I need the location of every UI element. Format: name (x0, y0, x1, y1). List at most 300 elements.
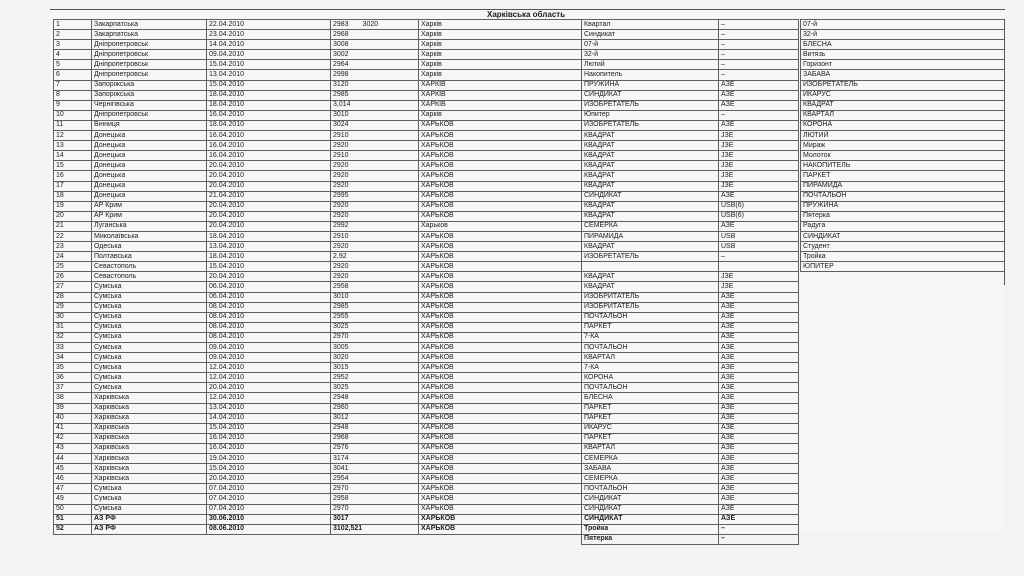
table-row (54, 282, 799, 292)
cell-region: Сумська (92, 373, 207, 383)
cell-date: 22.04.2010 (207, 20, 331, 30)
cell-date: 15.04.2010 (207, 60, 331, 70)
side-list-item: ИКАРУС (801, 90, 1005, 100)
cell-n: 45 (54, 464, 92, 474)
table-row (54, 494, 799, 504)
cell-name: ИЗОБРИТАТЕЛЬ (582, 302, 719, 312)
side-list-item: ПОЧТАЛЬОН (801, 191, 1005, 201)
side-list-item: КВАРТАЛ (801, 110, 1005, 120)
cell-region: Дніпропетровськ (92, 110, 207, 120)
cell-type: – (719, 40, 799, 50)
cell-code: 2920 (331, 171, 419, 181)
table-row (54, 464, 799, 474)
cell-type: АЗЕ (719, 484, 799, 494)
cell-type: – (719, 110, 799, 120)
cell-code: 3025 (331, 383, 419, 393)
cell-code: 2920 (331, 211, 419, 221)
cell-date: 20.04.2010 (207, 171, 331, 181)
cell-city: ХАРЬКОВ (419, 343, 582, 353)
cell-code: 2954 (331, 474, 419, 484)
cell-type: ЈЗЕ (719, 181, 799, 191)
table-row (54, 30, 799, 40)
cell-city: ХАРЬКОВ (419, 171, 582, 181)
table-row (54, 161, 799, 171)
cell-city: ХАРЬКОВ (419, 292, 582, 302)
cell-city: ХАРЬКОВ (419, 353, 582, 363)
cell-code: 2976 (331, 443, 419, 453)
side-list-item: КОРОНА (801, 120, 1005, 130)
cell-city: ХАРЬКОВ (419, 282, 582, 292)
cell-code: 2985 (331, 302, 419, 312)
cell-date: 08.04.2010 (207, 312, 331, 322)
cell-city: ХАРЬКОВ (419, 514, 582, 524)
table-row (54, 443, 799, 453)
cell-name: СИНДИКАТ (582, 90, 719, 100)
cell-city: Харків (419, 30, 582, 40)
cell-name: ПОЧТАЛЬОН (582, 343, 719, 353)
side-list-item: ПАРКЕТ (801, 171, 1005, 181)
cell-type: USB(6) (719, 211, 799, 221)
cell-date: 12.04.2010 (207, 373, 331, 383)
cell-n: 43 (54, 443, 92, 453)
table-row (54, 413, 799, 423)
cell-name: СЕМЕРКА (582, 474, 719, 484)
cell-name: КВАДРАТ (582, 141, 719, 151)
cell-city: ХАРЬКОВ (419, 373, 582, 383)
cell-n: 40 (54, 413, 92, 423)
cell-date: 20.04.2010 (207, 181, 331, 191)
cell-type: АЗЕ (719, 292, 799, 302)
side-list-row (801, 221, 1005, 231)
cell-date: 06.04.2010 (207, 282, 331, 292)
cell-name: ПОЧТАЛЬОН (582, 383, 719, 393)
cell-code (331, 20, 419, 30)
cell-name: 7-КА (582, 332, 719, 342)
cell-date: 16.04.2010 (207, 131, 331, 141)
cell-n: 15 (54, 161, 92, 171)
cell-code: 2910 (331, 131, 419, 141)
cell-n: 25 (54, 262, 92, 272)
cell-region: Донецька (92, 151, 207, 161)
cell-date: 09.04.2010 (207, 50, 331, 60)
cell-city: ХАРЬКОВ (419, 423, 582, 433)
cell-n: 26 (54, 272, 92, 282)
cell-type: ЈЗЕ (719, 131, 799, 141)
cell-n: 50 (54, 504, 92, 514)
cell-type: АЗЕ (719, 403, 799, 413)
cell-code: 2920 (331, 262, 419, 272)
cell-date: 20.04.2010 (207, 383, 331, 393)
table-row (54, 90, 799, 100)
cell-code: 2920 (331, 201, 419, 211)
table-row (54, 120, 799, 130)
cell-code-primary: 2983 (333, 20, 349, 28)
cell-type: АЗЕ (719, 504, 799, 514)
table-row (54, 423, 799, 433)
table-row (54, 141, 799, 151)
cell-region: Харківська (92, 443, 207, 453)
table-row (54, 40, 799, 50)
cell-date: 18.04.2010 (207, 90, 331, 100)
cell-n: 3 (54, 40, 92, 50)
cell-region: Сумська (92, 484, 207, 494)
cell-city: ХАРКІВ (419, 90, 582, 100)
cell-code: 3010 (331, 110, 419, 120)
cell-name: КВАДРАТ (582, 242, 719, 252)
cell-region: Донецька (92, 141, 207, 151)
side-list-row (801, 231, 1005, 241)
cell-name: 07-й (582, 40, 719, 50)
table-row (54, 242, 799, 252)
cell-region: Запоріжська (92, 90, 207, 100)
cell-region: Сумська (92, 292, 207, 302)
cell-region: Одеська (92, 242, 207, 252)
cell-type: АЗЕ (719, 221, 799, 231)
side-list-item: ЮПИТЕР (801, 262, 1005, 272)
cell-region: Сумська (92, 504, 207, 514)
cell-type: АЗЕ (719, 332, 799, 342)
cell-n: 11 (54, 120, 92, 130)
cell-code: 3120 (331, 80, 419, 90)
cell-name: КВАДРАТ (582, 161, 719, 171)
cell-date: 14.04.2010 (207, 40, 331, 50)
cell-region: Сумська (92, 363, 207, 373)
cell-city: ХАРЬКОВ (419, 191, 582, 201)
cell-region: Сумська (92, 494, 207, 504)
cell-region: АР Крим (92, 211, 207, 221)
table-row (54, 151, 799, 161)
cell-date: 19.04.2010 (207, 454, 331, 464)
cell-name: ИКАРУС (582, 423, 719, 433)
cell-city: ХАРЬКОВ (419, 403, 582, 413)
cell-code: 2920 (331, 181, 419, 191)
side-list-row (801, 171, 1005, 181)
cell-type: АЗЕ (719, 464, 799, 474)
table-row (54, 221, 799, 231)
cell-code: 3174 (331, 454, 419, 464)
cell-date: 16.04.2010 (207, 110, 331, 120)
table-row (54, 433, 799, 443)
cell-code: 3017 (331, 514, 419, 524)
cell-city: ХАРЬКОВ (419, 443, 582, 453)
cell-name: ПИРАМИДА (582, 231, 719, 241)
table-row (54, 110, 799, 120)
cell-city: ХАРЬКОВ (419, 161, 582, 171)
cell-type: – (719, 60, 799, 70)
cell-code: 2952 (331, 373, 419, 383)
cell-type: АЗЕ (719, 423, 799, 433)
cell-n: 4 (54, 50, 92, 60)
cell-name: Накопитель (582, 70, 719, 80)
cell-type: АЗЕ (719, 443, 799, 453)
cell-name: КВАДРАТ (582, 171, 719, 181)
cell-city: ХАРЬКОВ (419, 252, 582, 262)
cell-region: Сумська (92, 332, 207, 342)
cell-n: 37 (54, 383, 92, 393)
cell-city: ХАРЬКОВ (419, 120, 582, 130)
cell-type (719, 262, 799, 272)
table-row (54, 171, 799, 181)
cell-region: Дніпропетровськ (92, 40, 207, 50)
cell-city: ХАРЬКОВ (419, 131, 582, 141)
table-row (54, 292, 799, 302)
table-row (54, 272, 799, 282)
cell-city: ХАРЬКОВ (419, 464, 582, 474)
main-table (53, 19, 799, 545)
table-row (54, 201, 799, 211)
cell-date: 08.04.2010 (207, 302, 331, 312)
cell-type: USB (719, 231, 799, 241)
cell-region: Закарпатська (92, 20, 207, 30)
cell-name: 7-КА (582, 363, 719, 373)
cell-region: Сумська (92, 343, 207, 353)
cell-n: 28 (54, 292, 92, 302)
cell-n: 52 (54, 524, 92, 534)
cell-type: АЗЕ (719, 120, 799, 130)
side-list-row (801, 252, 1005, 262)
side-list-row (801, 50, 1005, 60)
cell-n: 23 (54, 242, 92, 252)
cell-code: 2910 (331, 151, 419, 161)
cell-type: АЗЕ (719, 413, 799, 423)
table-row (54, 484, 799, 494)
cell-region: Чернігівська (92, 100, 207, 110)
cell-city: ХАРЬКОВ (419, 363, 582, 373)
side-list-item: НАКОПИТЕЛЬ (801, 161, 1005, 171)
cell-type: АЗЕ (719, 514, 799, 524)
table-row (54, 70, 799, 80)
side-list-row (801, 141, 1005, 151)
cell-region: Дніпропетровськ (92, 50, 207, 60)
side-list-row (801, 211, 1005, 221)
cell-region: Харківська (92, 393, 207, 403)
cell-code: 2970 (331, 504, 419, 514)
side-list-row (801, 20, 1005, 30)
cell-type: АЗЕ (719, 383, 799, 393)
cell-date: 15.04.2010 (207, 80, 331, 90)
cell-n: 29 (54, 302, 92, 312)
cell-type: АЗЕ (719, 343, 799, 353)
cell-region: Донецька (92, 191, 207, 201)
cell-region: Севастополь (92, 262, 207, 272)
table-row (54, 343, 799, 353)
side-list-item: Радуга (801, 221, 1005, 231)
cell-region: Харківська (92, 433, 207, 443)
cell-type: АЗЕ (719, 433, 799, 443)
cell-n: 39 (54, 403, 92, 413)
cell-n: 38 (54, 393, 92, 403)
cell-name: КОРОНА (582, 373, 719, 383)
table-row (54, 524, 799, 534)
cell-name: КВАДРАТ (582, 272, 719, 282)
cell-city: ХАРЬКОВ (419, 201, 582, 211)
cell-city: ХАРЬКОВ (419, 494, 582, 504)
side-list-item: ИЗОБРЕТАТЕЛЬ (801, 80, 1005, 90)
cell-city: ХАРЬКОВ (419, 302, 582, 312)
cell-n: 1 (54, 20, 92, 30)
cell-name: ИЗОБРЕТАТЕЛЬ (582, 252, 719, 262)
cell-name: СИНДИКАТ (582, 504, 719, 514)
cell-name: Юпитер (582, 110, 719, 120)
cell-city: Харків (419, 40, 582, 50)
cell-type: АЗЕ (719, 363, 799, 373)
cell-n: 8 (54, 90, 92, 100)
side-list-table (800, 19, 1005, 272)
cell-n: 34 (54, 353, 92, 363)
side-list-row (801, 242, 1005, 252)
cell-date: 06.04.2010 (207, 292, 331, 302)
cell-code: 2910 (331, 231, 419, 241)
cell-city: Харків (419, 20, 582, 30)
cell-date: 20.04.2010 (207, 272, 331, 282)
side-list-row (801, 120, 1005, 130)
cell-date: 07.04.2010 (207, 494, 331, 504)
cell-code: 2920 (331, 161, 419, 171)
cell-city: ХАРЬКОВ (419, 211, 582, 221)
side-list-row (801, 201, 1005, 211)
cell-type: АЗЕ (719, 393, 799, 403)
cell-code: 2992 (331, 221, 419, 231)
side-list-row (801, 70, 1005, 80)
cell-region: Харківська (92, 413, 207, 423)
cell-n: 32 (54, 332, 92, 342)
cell-region: Харківська (92, 454, 207, 464)
cell-type: АЗЕ (719, 373, 799, 383)
cell-name: Лютий (582, 60, 719, 70)
side-list-row (801, 40, 1005, 50)
cell-region: Донецька (92, 131, 207, 141)
cell-n: 27 (54, 282, 92, 292)
cell-date: 14.04.2010 (207, 413, 331, 423)
cell-type: – (719, 252, 799, 262)
cell-code: 3015 (331, 363, 419, 373)
cell-n: 42 (54, 433, 92, 443)
cell-date: 20.04.2010 (207, 211, 331, 221)
cell-date: 07.04.2010 (207, 484, 331, 494)
cell-n: 51 (54, 514, 92, 524)
table-row (54, 211, 799, 221)
cell-n: 5 (54, 60, 92, 70)
cell-city: Харків (419, 50, 582, 60)
table-row (54, 454, 799, 464)
cell-date: 09.04.2010 (207, 343, 331, 353)
cell-n: 12 (54, 131, 92, 141)
cell-code: 3008 (331, 40, 419, 50)
cell-date: 16.04.2010 (207, 141, 331, 151)
table-row (54, 332, 799, 342)
cell-city: ХАРЬКОВ (419, 272, 582, 282)
side-list-row (801, 151, 1005, 161)
side-list-row (801, 110, 1005, 120)
cell-name: ЗАБАВА (582, 464, 719, 474)
table-row (54, 312, 799, 322)
cell-date: 20.04.2010 (207, 201, 331, 211)
side-list-item: Студент (801, 242, 1005, 252)
side-list-item: ПИРАМИДА (801, 181, 1005, 191)
cell-name: 32-й (582, 50, 719, 60)
table-row (54, 181, 799, 191)
cell-city: ХАРЬКОВ (419, 474, 582, 484)
cell-date: 18.04.2010 (207, 252, 331, 262)
table-row (54, 322, 799, 332)
cell-city: ХАРЬКОВ (419, 504, 582, 514)
cell-type: ЈЗЕ (719, 151, 799, 161)
cell-city: ХАРЬКОВ (419, 454, 582, 464)
cell-code-secondary: 3020 (362, 20, 379, 28)
cell-region: Сумська (92, 322, 207, 332)
cell-n: 44 (54, 454, 92, 464)
cell-date: 20.04.2010 (207, 474, 331, 484)
cell-date: 12.04.2010 (207, 393, 331, 403)
cell-city: ХАРЬКОВ (419, 141, 582, 151)
cell-name: ПАРКЕТ (582, 413, 719, 423)
cell-region: Дніпропетровськ (92, 60, 207, 70)
cell-code: 3020 (331, 353, 419, 363)
cell-code: 2920 (331, 272, 419, 282)
cell-city: ХАРЬКОВ (419, 242, 582, 252)
cell-n: 36 (54, 373, 92, 383)
cell-city: ХАРЬКОВ (419, 484, 582, 494)
side-list-body (801, 20, 1005, 272)
cell-city: ХАРКІВ (419, 100, 582, 110)
cell-code: 2970 (331, 484, 419, 494)
cell-region: Полтавська (92, 252, 207, 262)
table-row (54, 514, 799, 524)
cell-type: USB(6) (719, 201, 799, 211)
cell-name: ПОЧТАЛЬОН (582, 484, 719, 494)
cell-date: 16.04.2010 (207, 443, 331, 453)
cell-region: Сумська (92, 302, 207, 312)
cell-name: КВАДРАТ (582, 201, 719, 211)
table-row (54, 373, 799, 383)
cell-name: СЕМЕРКА (582, 454, 719, 464)
cell-type: АЗЕ (719, 90, 799, 100)
cell-type: АЗЕ (719, 454, 799, 464)
cell-code: 3002 (331, 50, 419, 60)
cell-region: Сумська (92, 312, 207, 322)
cell-name: ИЗОБРЕТАТЕЛЬ (582, 120, 719, 130)
cell-region: Дніпропетровськ (92, 70, 207, 80)
side-list-item: ЛЮТИЙ (801, 131, 1005, 141)
cell-code: 2995 (331, 191, 419, 201)
cell-region: Донецька (92, 171, 207, 181)
cell-n: 7 (54, 80, 92, 90)
cell-region: АЗ РФ (92, 514, 207, 524)
cell-name (582, 262, 719, 272)
cell-code: 2948 (331, 423, 419, 433)
cell-date: 21.04.2010 (207, 191, 331, 201)
cell-type: – (719, 30, 799, 40)
cell-city: ХАРЬКОВ (419, 231, 582, 241)
cell-type: ЈЗЕ (719, 161, 799, 171)
cell-code: 3041 (331, 464, 419, 474)
cell-code: 2920 (331, 141, 419, 151)
cell-city: ХАРЬКОВ (419, 262, 582, 272)
cell-type: – (719, 534, 799, 544)
cell-type: ЈЗЕ (719, 171, 799, 181)
cell-date: 08.04.2010 (207, 332, 331, 342)
table-row (54, 534, 799, 544)
cell-n: 21 (54, 221, 92, 231)
cell-date: 08.06.2010 (207, 524, 331, 534)
side-list-row (801, 131, 1005, 141)
cell-city: ХАРЬКОВ (419, 151, 582, 161)
cell-date: 20.04.2010 (207, 221, 331, 231)
table-row (54, 60, 799, 70)
cell-region: АР Крим (92, 201, 207, 211)
cell-name: КВАДРАТ (582, 211, 719, 221)
cell-empty (92, 534, 207, 544)
